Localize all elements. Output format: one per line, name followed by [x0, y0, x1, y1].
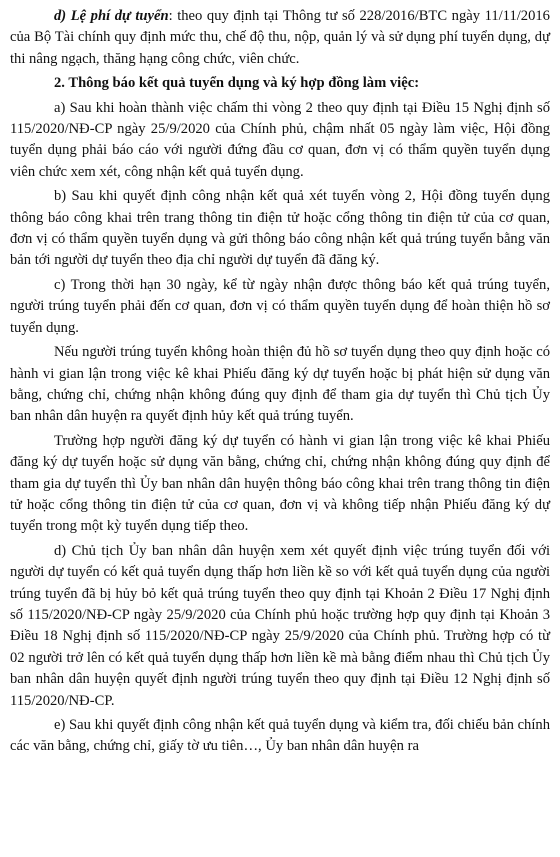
fee-paragraph — [10, 6, 550, 70]
paragraph-b: b) Sau khi quyết định công nhận kết quả xét tuyển vòng 2, Hội đồng tuyển dụng thông báo công khai trên trang thông tin điện tử hoặc cổng thông tin điện tử của cơ quan, đơn vị có thẩm quyền tuyển dụng và gửi thông báo công nhận kết quả trúng tuyển bằng văn bản tới người dự tuyển theo địa chỉ người dự tuyển đã đăng ký. — [10, 188, 550, 269]
paragraph-d: d) Chủ tịch Ủy ban nhân dân huyện xem xét quyết định việc trúng tuyển đối với người dự tuyển có kết quả tuyển dụng thấp hơn liền kề so với kết quả tuyển dụng của người trúng tuyển đã bị hủy bỏ kết quả trúng tuyển theo quy định tại Khoản 2 Điều 17 Nghị định số 115/2020/NĐ-CP ngày 25/9/2020 của Chính phủ hoặc trường hợp quy định tại Khoản 3 Điều 18 Nghị định số 115/2020/NĐ-CP ngày 25/9/2020 của Chính phủ. Trường hợp có từ 02 người trở lên có kết quả tuyển dụng thấp hơn liền kề mà bằng điểm nhau thì Chủ tịch Ủy ban nhân dân huyện quyết định người trúng tuyển theo quy định tại Điều 12 Nghị định số 115/2020/NĐ-CP. — [10, 542, 550, 709]
section-heading: 2. Thông báo kết quả tuyển dụng và ký hợp đồng làm việc: — [54, 75, 420, 92]
fee-lead: d) Lệ phí dự tuyển — [54, 8, 169, 24]
paragraph-c: c) Trong thời hạn 30 ngày, kể từ ngày nhận được thông báo kết quả trúng tuyển, người trúng tuyển phải đến cơ quan, đơn vị có thẩm quyền tuyển dụng để hoàn thiện hồ sơ tuyển dụng. — [10, 276, 550, 336]
fee-text: : theo quy định tại Thông tư số 228/2016/BTC ngày 11/11/2016 của Bộ Tài chính quy định mức thu, chế độ thu, nộp, quản lý và sử dụng phí tuyển dụng, dự thi nâng ngạch, thăng hạng công chức, viên chức. — [10, 8, 550, 67]
paragraph-fraud-case: Trường hợp người đăng ký dự tuyển có hành vi gian lận trong việc kê khai Phiếu đăng ký dự tuyển hoặc sử dụng văn bằng, chứng chỉ, chứng nhận không đúng quy định để tham gia dự tuyển thì Ủy ban nhân dân huyện thông báo công khai trên trang thông tin điện tử hoặc cổng thông tin điện tử của cơ quan, đơn vị và không tiếp nhận Phiếu đăng ký dự tuyển trong một kỳ tuyển dụng tiếp theo. — [10, 432, 550, 535]
paragraph-a: a) Sau khi hoàn thành việc chấm thi vòng 2 theo quy định tại Điều 15 Nghị định số 115/2020/NĐ-CP ngày 25/9/2020 của Chính phủ, chậm nhất 05 ngày làm việc, Hội đồng tuyển dụng phải báo cáo với người đứng đầu cơ quan, đơn vị có thẩm quyền tuyển dụng viên chức xem xét, công nhận kết quả tuyển dụng. — [10, 99, 550, 180]
paragraph-e: e) Sau khi quyết định công nhận kết quả tuyển dụng và kiểm tra, đối chiếu bản chính các văn bằng, chứng chỉ, giấy tờ ưu tiên…, Ủy ban nhân dân huyện ra — [10, 717, 550, 755]
paragraph-incomplete-dossier: Nếu người trúng tuyển không hoàn thiện đủ hồ sơ tuyển dụng theo quy định hoặc có hành vi gian lận trong việc kê khai Phiếu đăng ký dự tuyển hoặc bị phát hiện sử dụng văn bằng, chứng chỉ, chứng nhận không đúng quy định để tham gia dự tuyển thì Chủ tịch Ủy ban nhân dân huyện ra quyết định hủy kết quả trúng tuyển. — [10, 344, 550, 425]
